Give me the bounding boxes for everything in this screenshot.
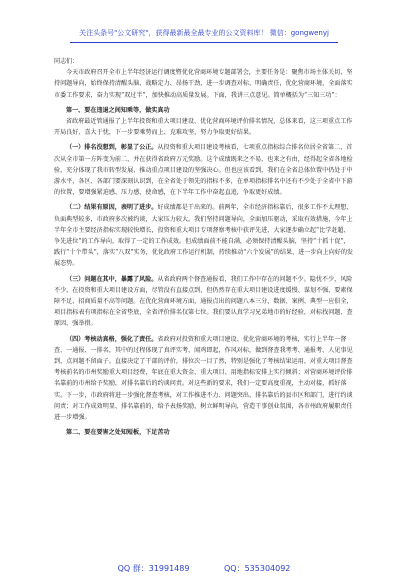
footer-qq: QQ：535304092 [224, 564, 291, 573]
header-notice: 关注头条号"公文研究"，获得最新最全最专业的公文资料库！ 微信：gongwenyj [79, 29, 329, 37]
header-divider [70, 42, 338, 43]
section-1-item-3 [54, 274, 354, 330]
section-1-paragraph-1: 省政府最近管通报了上半年投资和重大项目建设、优化营商环境评价排名情况，总体来看，这三项重点工作开局良好、喜大于忧，下一步要乘势而上、克难攻坚，努力争取更好结果。 [54, 118, 353, 137]
item-3-text: 从省政府两个督查通报看，我们工作中存在的问题不少。隐忧不少，风险不少，在投资和重大项目建设方面，尽管没有直接点到，但仍然存在重大项目建设进度缓慢、谋划不强、要素保障不足、招商质量不高等问题。在优化营商环境方面，通报点出的问题八本三分、数据、案例、典型一应俱全，项目指标表有项指标在全省垫底，全省评价排名仅第七位。我们要认真学习兄弟地市的好经验，对标找问题、查原因、强举措。 [54, 275, 353, 328]
item-2-text: 好成绩都是干出来的。前两年，全市经济指标靠后，很多工作不太理想，负面典型较多，市政府多次被约谈，大家压力较大。我们坚持问题导向，全面加压驱动，采取有效措施，今年上半年全市主要经济指标实现较快增长，投资和重大项目专项督察考核中获评先进，大家逐步确立起“比学赶超、争先进位”的工作导向，取得了一定的工作成效。但成绩面前不能自满，必须保持清醒头脑，坚持“十抓十促”，践行“十个带头”，落实“八双”实务，优化政府工作运行机制，持续推动“六个发展”的结果，进一步向上向好的发展态势。 [54, 204, 354, 268]
item-4-label: （四）考核动真格，强化了责任。 [66, 335, 158, 343]
item-3-label: （三）问题在其中，暴露了风险。 [66, 275, 158, 283]
section-1-item-2 [54, 202, 354, 269]
item-1-label: （一）排名没想到，彰显了公正。 [66, 144, 158, 152]
document-body [54, 52, 354, 439]
intro-paragraph: 今天市政府召开全市上半年经济运行调度暨优化营商环境专题部署会，主要任务是：聚焦市场主体关切，坚持问题导向，始终保持清醒头脑、战略定力、昂扬干劲，进一步调查对标、明确责任，优化营商环境，全面落实市委工作要求，奋力实现“双过半”，加快推动高质量发展。下面，我讲三点意见。简单概括为“三知三功”： [54, 69, 353, 99]
item-1-text: 从投资和重大项目建设考核看，七项重点指标综合排名位居全省第二，首次从全市第一方阵变为前二，并在获得省政府万元奖励。这个成绩既来之不易，也来之有由，经得起全省各地检验，充分体现了我市转型发展、推动重点项目建设的坚强决心。但也应该看到，我们在全省总体位置中仍处于中游水平，各区、各部门要深刻认识到，在全省处于领先的指标不多，在单项指标排名中还有不少处于全省中下游的位置，要增强紧迫感、压力感、使命感，在下半年工作中奋起直追，争取更好成绩。 [54, 144, 353, 197]
footer-qq-group: QQ 群：31991489 [117, 564, 190, 573]
section-1-item-4 [54, 334, 354, 424]
item-4-text: 省政府对投资和重大项目建设、优化营商环境的考核，实行上半年一督查、一通报、一排名，其中的过程体现了真评实考、闻鸡即起，作风对标，做到督查我考考、通报考、人见事见到、点问题不留面子。直接决定了干部的评价，排位次一目了然，特别是强化了考核结果运用，对重大项目督查考核前名的市州奖励重大项目经费，年底在重大资金、重大项目、用地指标安排上实行倾斜；对营商环境评价排名靠前的市州给予奖励，对排名靠后的约谈问责。对这些新的要求，我们一定要高度重视，主动对接，抓好落实。下一步，市政府将进一步强化督查考核，对工作推进不力、问题突出、排名靠后的县市区和部门，进行约谈问责；对工作成效明显、排名靠前的，给予表扬奖励，树立鲜明导向，营造干事创业氛围，各市州政府履职责任进一步增强。 [54, 335, 353, 422]
footer-contact [54, 564, 354, 574]
section-1-item-1 [54, 142, 354, 198]
item-2-label: （二）结果有原因，表明了进步。 [66, 204, 158, 212]
section-2-heading: 第二、要在要害之处知短板，下足苦功 [66, 429, 170, 437]
section-1-heading: 第一、要在违退之间知乘等，做实真功 [66, 106, 170, 114]
greeting: 同志们： [54, 58, 79, 65]
